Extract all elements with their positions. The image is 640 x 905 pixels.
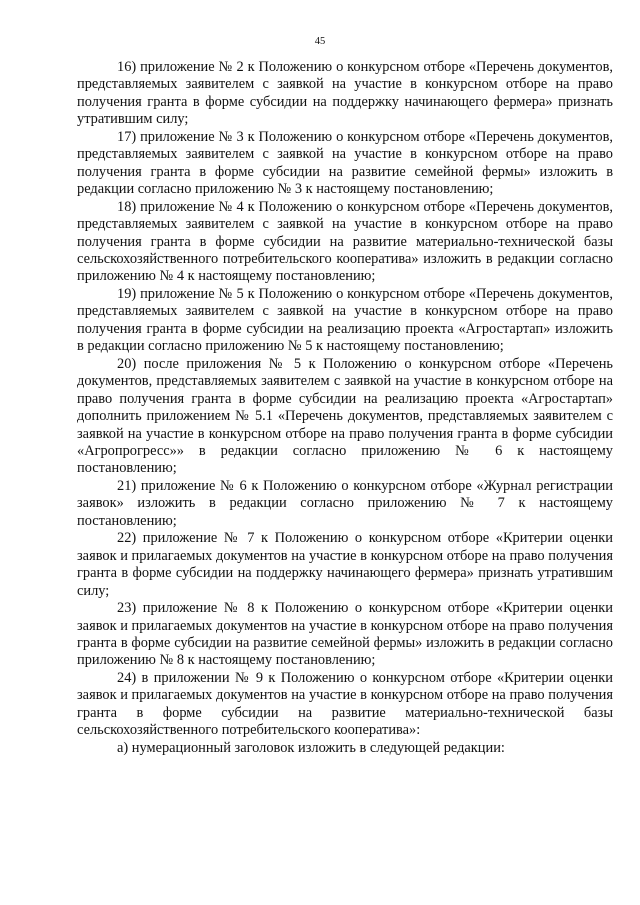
- paragraph-22: 22) приложение № 7 к Положению о конкурсном отборе «Критерии оценки заявок и прилагаемых документов на участие в конкурсном отборе на право получения гранта в форме субсидии на поддержку начинающего фермера» признать утратившим силу;: [77, 530, 613, 599]
- paragraph-24: 24) в приложении № 9 к Положению о конкурсном отборе «Критерии оценки заявок и прилагаемых документов на участие в конкурсном отборе на право получения гранта в форме субсидии на развитие материально-технической базы сельскохозяйственного потребительского кооператива»:: [77, 669, 613, 739]
- page-number: 45: [314, 36, 326, 47]
- paragraph-23: 23) приложение № 8 к Положению о конкурсном отборе «Критерии оценки заявок и прилагаемых документов на участие в конкурсном отборе на право получения гранта в форме субсидии на развитие семейной фермы» изложить в редакции согласно приложению № 8 к настоящему постановлению;: [77, 600, 613, 669]
- paragraph-18: 18) приложение № 4 к Положению о конкурсном отборе «Перечень документов, представляемых заявителем с заявкой на участие в конкурсном отборе на право получения гранта в форме субсидии на развитие материально-технической базы сельскохозяйственного потребительского кооператива» изложить в редакции согласно приложению № 4 к настоящему постановлению;: [77, 198, 613, 285]
- paragraph-20: 20) после приложения № 5 к Положению о конкурсном отборе «Перечень документов, представляемых заявителем с заявкой на участие в конкурсном отборе на право получения гранта в форме субсидии на реализацию проекта «Агростартап» дополнить приложением № 5.1 «Перечень документов, представляемых заявителем с заявкой на участие в конкурсном отборе на право получения гранта в форме субсидии «Агропрогресс»» в редакции согласно приложению № 6 к настоящему постановлению;: [77, 355, 613, 477]
- paragraph-17: 17) приложение № 3 к Положению о конкурсном отборе «Перечень документов, представляемых заявителем с заявкой на участие в конкурсном отборе на право получения гранта в форме субсидии на развитие семейной фермы» изложить в редакции согласно приложению № 3 к настоящему постановлению;: [77, 128, 613, 198]
- paragraph-16: 16) приложение № 2 к Положению о конкурсном отборе «Перечень документов, представляемых заявителем с заявкой на участие в конкурсном отборе на право получения гранта в форме субсидии на поддержку начинающего фермера» признать утратившим силу;: [77, 59, 613, 128]
- paragraph-21: 21) приложение № 6 к Положению о конкурсном отборе «Журнал регистрации заявок» изложить в редакции согласно приложению № 7 к настоящему постановлению;: [77, 477, 613, 529]
- paragraph-24a: а) нумерационный заголовок изложить в следующей редакции:: [117, 739, 505, 756]
- document-body: [77, 59, 613, 757]
- paragraph-19: 19) приложение № 5 к Положению о конкурсном отборе «Перечень документов, представляемых заявителем с заявкой на участие в конкурсном отборе на право получения гранта в форме субсидии на реализацию проекта «Агростартап» изложить в редакции согласно приложению № 5 к настоящему постановлению;: [77, 285, 613, 355]
